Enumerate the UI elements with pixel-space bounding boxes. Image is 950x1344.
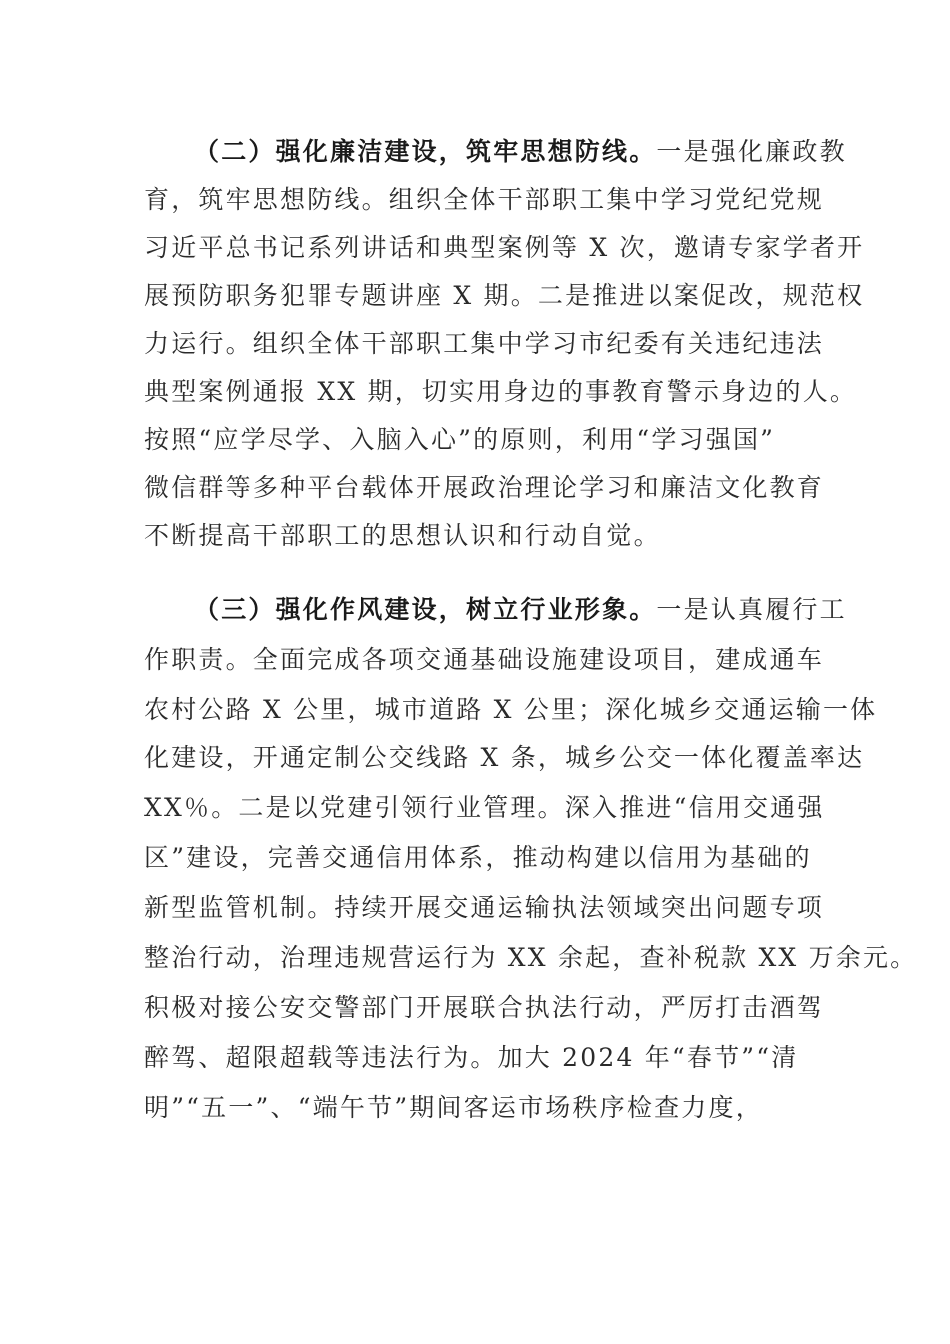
paragraph-2-line-5: 力运行。组织全体干部职工集中学习市纪委有关违纪违法 [144, 329, 825, 358]
paragraph-2-line-7: 按照“应学尽学、入脑入心”的原则，利用“学习强国” [144, 425, 776, 454]
paragraph-3-heading: （三）强化作风建设，树立行业形象。 [194, 595, 657, 624]
paragraph-3-line-2: 作职责。全面完成各项交通基础设施建设项目，建成通车 [144, 645, 825, 674]
paragraph-3-line-3: 农村公路 X 公里，城市道路 X 公里；深化城乡交通运输一体 [144, 695, 878, 724]
paragraph-2-line-1 [194, 128, 847, 176]
paragraph-3-line-5: XX％。二是以党建引领行业管理。深入推进“信用交通强 [144, 793, 825, 822]
paragraph-3-line-4: 化建设，开通定制公交线路 X 条，城乡公交一体化覆盖率达 [144, 743, 865, 772]
paragraph-2-line-9: 不断提高干部职工的思想认识和行动自觉。 [144, 521, 661, 550]
paragraph-2-text: 一是强化廉政教 [656, 137, 847, 166]
paragraph-3-line-11: 明”“五一”、“端午节”期间客运市场秩序检查力度， [144, 1093, 763, 1122]
paragraph-2-line-3: 习近平总书记系列讲话和典型案例等 X 次，邀请专家学者开 [144, 233, 865, 262]
paragraph-3-line-6: 区”建设，完善交通信用体系，推动构建以信用为基础的 [144, 843, 812, 872]
paragraph-2-line-2: 育，筑牢思想防线。组织全体干部职工集中学习党纪党规 [144, 185, 825, 214]
paragraph-3-line-7: 新型监管机制。持续开展交通运输执法领域突出问题专项 [144, 893, 825, 922]
paragraph-2-line-8: 微信群等多种平台载体开展政治理论学习和廉洁文化教育 [144, 473, 825, 502]
paragraph-3-line-10: 醉驾、超限超载等违法行为。加大 2024 年“春节”“清 [144, 1043, 799, 1072]
paragraph-2-line-6: 典型案例通报 XX 期，切实用身边的事教育警示身边的人。 [144, 377, 858, 406]
paragraph-3-line-9: 积极对接公安交警部门开展联合执法行动，严厉打击酒驾 [144, 993, 825, 1022]
paragraph-3-line-8: 整治行动，治理违规营运行为 XX 余起，查补税款 XX 万余元。 [144, 943, 918, 972]
paragraph-2-heading: （二）强化廉洁建设，筑牢思想防线。 [194, 137, 657, 166]
paragraph-3-line-1 [194, 586, 847, 634]
paragraph-3-text: 一是认真履行工 [656, 595, 847, 624]
paragraph-2-line-4: 展预防职务犯罪专题讲座 X 期。二是推进以案促改，规范权 [144, 281, 865, 310]
